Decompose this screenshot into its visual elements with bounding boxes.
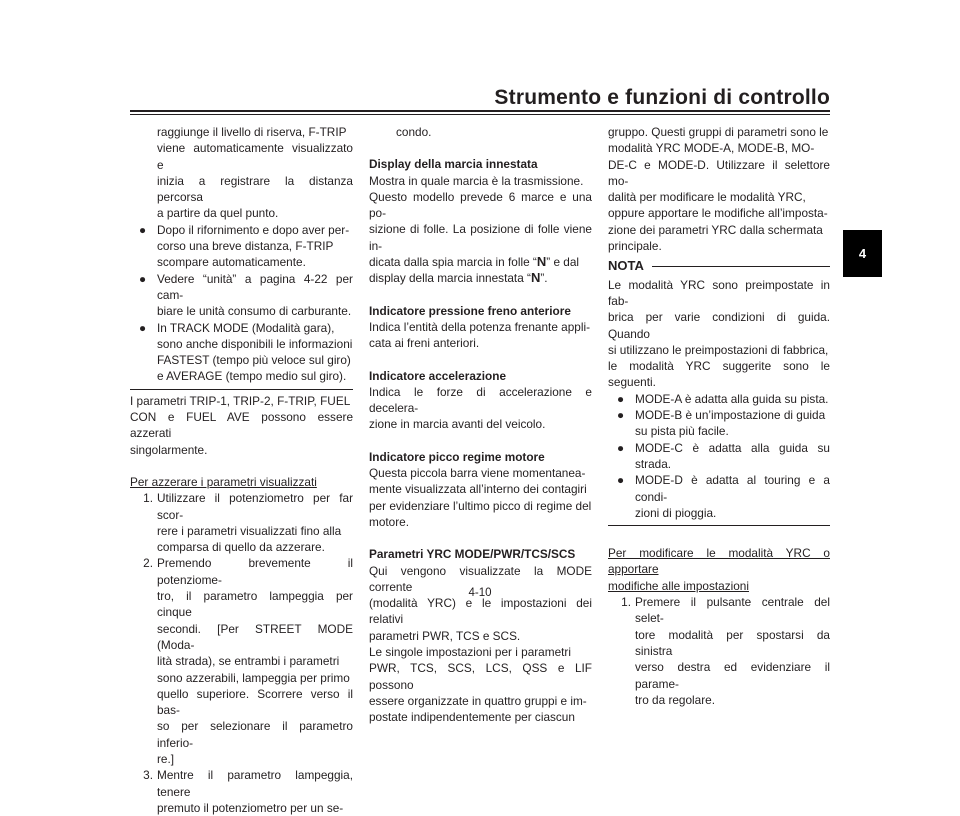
bullet-icon: ● bbox=[617, 440, 625, 455]
step-text: so per selezionare il parametro inferio- bbox=[157, 719, 353, 750]
bullet-text: corso una breve distanza, F-TRIP bbox=[157, 239, 334, 254]
bullet-item bbox=[130, 271, 353, 320]
step-item bbox=[130, 490, 353, 555]
step-text: Premendo brevemente il potenziome- bbox=[157, 556, 353, 587]
paragraph-text: motore. bbox=[369, 514, 409, 529]
continued-text: viene automaticamente visualizzato e bbox=[157, 141, 353, 172]
divider bbox=[130, 389, 353, 390]
column-1 bbox=[130, 124, 353, 816]
paragraph-text: dicata dalla spia marcia in folle “N” e dal bbox=[369, 254, 580, 270]
paragraph-text: zione dei parametri YRC dalla schermata bbox=[608, 222, 823, 237]
bullet-text: e AVERAGE (tempo medio sul giro). bbox=[157, 369, 347, 384]
gear-display-icon: N bbox=[530, 270, 541, 286]
paragraph-text: sizione di folle. La posizione di folle viene in- bbox=[369, 222, 592, 253]
step-text: Utilizzare il potenziometro per far scor- bbox=[157, 491, 353, 522]
bullet-icon: ● bbox=[139, 222, 147, 237]
paragraph-text: Indica l’entità della potenza frenante appli- bbox=[369, 319, 591, 334]
step-text: tore modalità per spostarsi da sinistra bbox=[635, 627, 830, 658]
bullet-item bbox=[130, 222, 353, 271]
bullet-text: zioni di pioggia. bbox=[635, 505, 717, 520]
header-rule-thin bbox=[130, 114, 830, 115]
bullet-text: FASTEST (tempo più veloce sul giro) bbox=[157, 353, 351, 368]
chapter-tab bbox=[843, 230, 882, 277]
bullet-text: In TRACK MODE (Modalità gara), bbox=[157, 320, 335, 335]
note-text: si utilizzano le preimpostazioni di fabbrica, bbox=[608, 342, 829, 357]
bullet-icon: ● bbox=[617, 473, 625, 488]
page-title: Strumento e funzioni di controllo bbox=[494, 86, 830, 109]
paragraph-text: cata ai freni anteriori. bbox=[369, 336, 480, 351]
continued-text: inizia a registrare la distanza percorsa bbox=[157, 173, 353, 205]
note-text: Le modalità YRC sono preimpostate in fab- bbox=[608, 277, 830, 308]
paragraph-text: principale. bbox=[608, 239, 662, 254]
paragraph-text: essere organizzate in quattro gruppi e im- bbox=[369, 693, 587, 708]
step-text: quello superiore. Scorrere verso il bas- bbox=[157, 686, 353, 718]
bullet-item bbox=[608, 407, 830, 440]
bullet-icon: ● bbox=[139, 271, 147, 286]
paragraph-text: Indica le forze di accelerazione e decelera- bbox=[369, 384, 592, 416]
step-number: 2. bbox=[143, 556, 153, 571]
paragraph-text: (modalità YRC) e le impostazioni dei relativi bbox=[369, 596, 592, 627]
paragraph-text: oppure apportare le modifiche all’imposta- bbox=[608, 206, 828, 221]
paragraph-text: per evidenziare l’ultimo picco di regime del bbox=[369, 498, 592, 513]
continued-text: a partire da quel punto. bbox=[157, 206, 279, 221]
neutral-indicator-icon: N bbox=[536, 254, 547, 270]
step-text: sono azzerabili, lampeggia per primo bbox=[157, 670, 350, 685]
section-heading: Display della marcia innestata bbox=[369, 157, 538, 172]
step-text: secondi. [Per STREET MODE (Moda- bbox=[157, 621, 353, 652]
paragraph-text: Qui vengono visualizzate la MODE corrente bbox=[369, 563, 592, 594]
step-number: 1. bbox=[621, 595, 631, 610]
paragraph-text: DE-C e MODE-D. Utilizzare il selettore mo- bbox=[608, 157, 830, 188]
note-header bbox=[608, 258, 830, 274]
paragraph-text: Questo modello prevede 6 marce e una po- bbox=[369, 189, 592, 221]
bullet-text: scompare automaticamente. bbox=[157, 255, 306, 270]
section-heading: modifiche alle impostazioni bbox=[608, 578, 749, 593]
column-3 bbox=[608, 124, 830, 708]
section-heading: Per modificare le modalità YRC o apportare bbox=[608, 546, 830, 577]
paragraph-text: mente visualizzata all’interno dei contagiri bbox=[369, 482, 587, 497]
step-number: 3. bbox=[143, 768, 153, 783]
step-number: 1. bbox=[143, 491, 153, 506]
bullet-text: sono anche disponibili le informazioni bbox=[157, 336, 353, 351]
note-text: brica per varie condizioni di guida. Quando bbox=[608, 310, 830, 341]
paragraph-text: zione in marcia avanti del veicolo. bbox=[369, 417, 546, 432]
paragraph-text: dalità per modificare le modalità YRC, bbox=[608, 190, 806, 205]
step-item bbox=[130, 767, 353, 816]
note-text: le modalità YRC suggerite sono le seguenti. bbox=[608, 359, 830, 390]
bullet-item bbox=[130, 320, 353, 385]
note-label: NOTA bbox=[608, 258, 644, 274]
bullet-text: biare le unità consumo di carburante. bbox=[157, 304, 352, 319]
section-heading: Parametri YRC MODE/PWR/TCS/SCS bbox=[369, 547, 576, 562]
bullet-text: su pista più facile. bbox=[635, 424, 729, 439]
bullet-item bbox=[608, 391, 830, 407]
step-text: lità strada), se entrambi i parametri bbox=[157, 654, 340, 669]
column-2 bbox=[369, 124, 592, 726]
step-text: Premere il pulsante centrale del selet- bbox=[635, 595, 830, 626]
bullet-icon: ● bbox=[617, 408, 625, 423]
step-text: verso destra ed evidenziare il parame- bbox=[635, 660, 830, 691]
step-text: rere i parametri visualizzati fino alla bbox=[157, 523, 342, 538]
bullet-text: MODE-C è adatta alla guida su strada. bbox=[635, 440, 830, 471]
bullet-text: MODE-B è un’impostazione di guida bbox=[635, 408, 826, 423]
paragraph-text: PWR, TCS, SCS, LCS, QSS e LIF possono bbox=[369, 661, 592, 692]
step-text: tro, il parametro lampeggia per cinque bbox=[157, 589, 353, 620]
paragraph-text: Questa piccola barra viene momentanea- bbox=[369, 466, 586, 481]
bullet-text: Vedere “unità” a pagina 4-22 per cam- bbox=[157, 271, 353, 302]
step-text: premuto il potenziometro per un se- bbox=[157, 800, 344, 815]
bullet-icon: ● bbox=[617, 391, 625, 406]
paragraph-text: Mostra in quale marcia è la trasmissione. bbox=[369, 173, 584, 188]
bullet-text: Dopo il rifornimento e dopo aver per- bbox=[157, 222, 350, 237]
header-rule bbox=[130, 110, 830, 112]
paragraph-text: Le singole impostazioni per i parametri bbox=[369, 645, 571, 660]
page-number: 4-10 bbox=[468, 587, 492, 599]
note-end-rule bbox=[608, 525, 830, 526]
section-heading: Per azzerare i parametri visualizzati bbox=[130, 474, 317, 489]
bullet-item bbox=[608, 472, 830, 521]
paragraph-text: display della marcia innestata “N”. bbox=[369, 270, 548, 286]
bullet-item bbox=[608, 440, 830, 473]
paragraph-text: postate indipendentemente per ciascun bbox=[369, 710, 575, 725]
step-text: tro da regolare. bbox=[635, 692, 716, 707]
chapter-number: 4 bbox=[858, 246, 867, 261]
step-text: comparsa di quello da azzerare. bbox=[157, 540, 325, 555]
continued-text: condo. bbox=[396, 125, 432, 139]
note-rule bbox=[652, 266, 830, 267]
step-text: re.] bbox=[157, 751, 175, 766]
step-item bbox=[608, 594, 830, 708]
bullet-text: MODE-D è adatta al touring e a condi- bbox=[635, 473, 830, 504]
continued-text: raggiunge il livello di riserva, F-TRIP bbox=[157, 125, 347, 139]
paragraph-text: singolarmente. bbox=[130, 442, 208, 457]
paragraph-text: modalità YRC MODE-A, MODE-B, MO- bbox=[608, 141, 815, 156]
step-text: Mentre il parametro lampeggia, tenere bbox=[157, 768, 353, 799]
bullet-icon: ● bbox=[139, 320, 147, 335]
section-heading: Indicatore pressione freno anteriore bbox=[369, 303, 571, 318]
paragraph-text: I parametri TRIP-1, TRIP-2, F-TRIP, FUEL bbox=[130, 393, 351, 408]
bullet-text: MODE-A è adatta alla guida su pista. bbox=[635, 391, 829, 406]
section-heading: Indicatore accelerazione bbox=[369, 368, 507, 383]
paragraph-text: gruppo. Questi gruppi di parametri sono le bbox=[608, 125, 829, 139]
section-heading: Indicatore picco regime motore bbox=[369, 449, 545, 464]
paragraph-text: CON e FUEL AVE possono essere azzerati bbox=[130, 410, 353, 441]
paragraph-text: parametri PWR, TCS e SCS. bbox=[369, 628, 521, 643]
